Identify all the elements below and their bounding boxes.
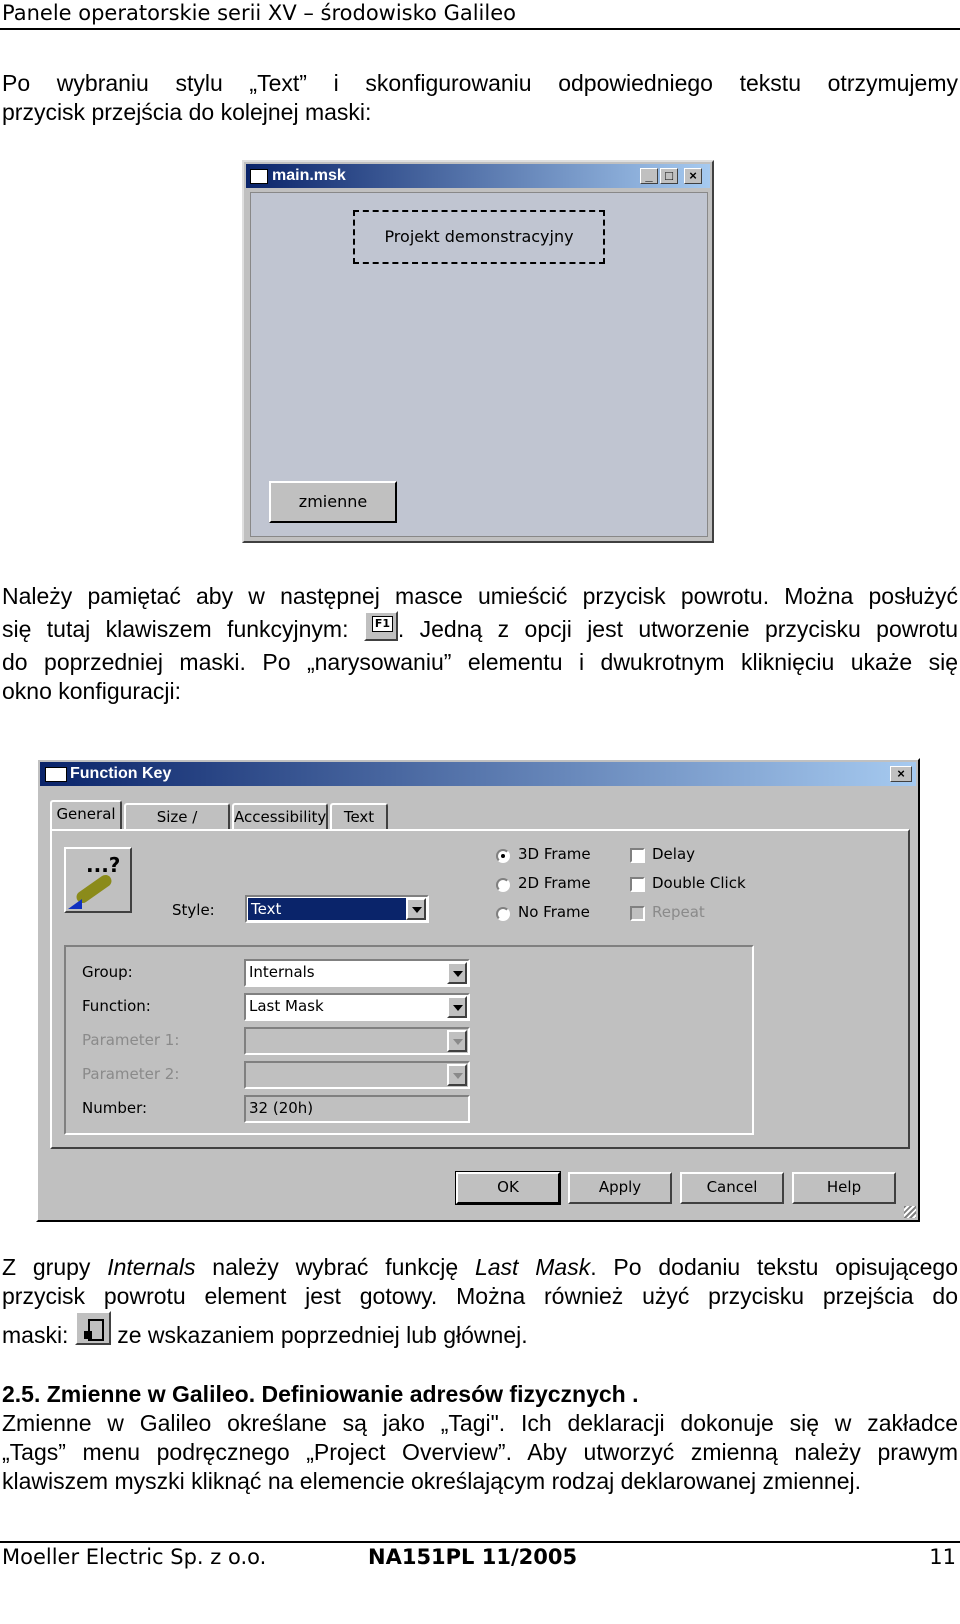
mask-jump-icon [75,1311,111,1345]
footer-company: Moeller Electric Sp. z o.o. [2,1545,267,1569]
mask-window-titlebar [246,164,710,188]
radio-label: No Frame [518,903,590,921]
cancel-button[interactable]: Cancel [680,1172,784,1204]
checkbox-delay[interactable] [630,848,645,863]
paragraph-line-with-icon [2,1311,958,1356]
tab-panel-general [50,829,910,1149]
number-value: 32 (20h) [249,1099,314,1117]
paragraph-line-with-icon [2,611,958,648]
radio-label: 2D Frame [518,874,591,892]
number-field [244,1095,470,1123]
paragraph-intro [2,69,958,127]
mask-window-title: main.msk [272,167,346,184]
text-fragment: ze wskazaniem poprzedniej lub głównej. [110,1322,528,1348]
tab-general[interactable]: General [50,800,122,830]
dialog-titlebar [40,762,916,786]
close-icon[interactable]: × [684,168,702,184]
mask-canvas [250,192,708,537]
text-fragment: się tutaj klawiszem funkcyjnym: [2,616,349,642]
tab-text[interactable]: Text [330,803,388,830]
tab-accessibility[interactable]: Accessibility [232,803,328,830]
text-fragment: należy wybrać funkcję [195,1254,475,1280]
paragraph-line: do poprzedniej maski. Po „narysowaniu” elementu i dwukrotnym kliknięciu ukaże się [2,649,958,675]
paragraph-variables [2,1409,958,1496]
radio-label: 3D Frame [518,845,591,863]
number-label: Number: [82,1099,148,1117]
close-icon[interactable]: × [890,766,912,782]
style-select[interactable] [245,895,429,923]
chevron-down-icon[interactable] [447,962,467,984]
chevron-down-icon [447,1030,467,1052]
style-select-value: Text [248,898,406,920]
header-divider [0,28,960,30]
checkbox-repeat[interactable] [630,906,645,921]
group-select[interactable] [244,959,470,987]
mask-window [242,160,714,543]
emphasis-internals: Internals [107,1254,196,1280]
chevron-down-icon[interactable] [406,898,426,920]
paragraph-back-button [2,582,958,706]
parameter2-select[interactable] [244,1061,470,1089]
apply-button[interactable]: Apply [568,1172,672,1204]
paragraph-line: okno konfiguracji: [2,678,181,704]
text-fragment: . Po dodaniu tekstu opisującego [590,1254,958,1280]
parameter1-select[interactable] [244,1027,470,1055]
function-label: Function: [82,997,151,1015]
help-button[interactable]: Help [792,1172,896,1204]
chevron-down-icon [447,1064,467,1086]
function-select[interactable] [244,993,470,1021]
footer-page-number: 11 [929,1545,956,1569]
paragraph-line: przycisk powrotu element jest gotowy. Można również użyć przycisku przejścia do [2,1283,958,1309]
paragraph-line [2,1253,958,1282]
group-label: Group: [82,963,133,981]
tab-size-position[interactable]: Size / [124,803,230,830]
maximize-icon[interactable]: □ [660,168,678,184]
checkbox-label: Delay [652,845,696,863]
text-fragment: maski: [2,1322,69,1348]
emphasis-last-mask: Last Mask [474,1254,591,1280]
dialog-title: Function Key [70,765,172,782]
parameter1-label: Parameter 1: [82,1031,180,1049]
style-label: Style: [172,901,215,919]
parameter2-label: Parameter 2: [82,1065,180,1083]
paragraph-last-mask [2,1253,958,1356]
function-key-dialog [36,758,920,1222]
paragraph-line: Należy pamiętać aby w następnej masce umieścić przycisk powrotu. Można posłużyć [2,583,958,609]
radio-2d-frame[interactable] [496,878,510,892]
text-fragment: Z grupy [2,1254,108,1280]
ok-button[interactable]: OK [456,1172,560,1204]
window-app-icon [250,169,268,184]
footer-doc-id: NA151PL 11/2005 [368,1545,578,1569]
paragraph-line: „Tags” menu podręcznego „Project Overview”. Aby utworzyć zmienną należy prawym [2,1439,958,1465]
function-select-value: Last Mask [249,997,324,1015]
chevron-down-icon[interactable] [447,996,467,1018]
group-select-value: Internals [249,963,315,981]
zmienne-button[interactable]: zmienne [269,481,397,523]
footer-divider [0,1541,960,1543]
checkbox-label: Repeat [652,903,705,921]
text-frame[interactable]: Projekt demonstracyjny [353,210,605,264]
paragraph-line: przycisk przejścia do kolejnej maski: [2,99,372,125]
section-heading: 2.5. Zmienne w Galileo. Definiowanie adresów fizycznych . [2,1381,639,1407]
text-fragment: . Jedną z opcji jest utworzenie przycisku powrotu [397,616,958,642]
minimize-icon[interactable]: _ [640,168,658,184]
radio-no-frame[interactable] [496,907,510,921]
style-preview-icon: ...? [64,847,132,913]
checkbox-double-click[interactable] [630,877,645,892]
f1-key-icon: F1 [364,611,398,641]
dialog-app-icon [45,767,67,782]
paragraph-line: Po wybraniu stylu „Text” i skonfigurowaniu odpowiedniego tekstu otrzymujemy [2,70,958,96]
paragraph-line: klawiszem myszki kliknąć na elemencie określającym rodzaj deklarowanej zmiennej. [2,1468,861,1494]
paragraph-line: Zmienne w Galileo określane są jako „Tagi". Ich deklaracji dokonuje się w zakładce [2,1410,958,1436]
radio-3d-frame[interactable] [496,849,510,863]
resize-grip-icon[interactable] [904,1206,916,1218]
function-groupbox [64,945,754,1135]
page-header: Panele operatorskie serii XV – środowisko Galileo [2,1,516,25]
checkbox-label: Double Click [652,874,746,892]
